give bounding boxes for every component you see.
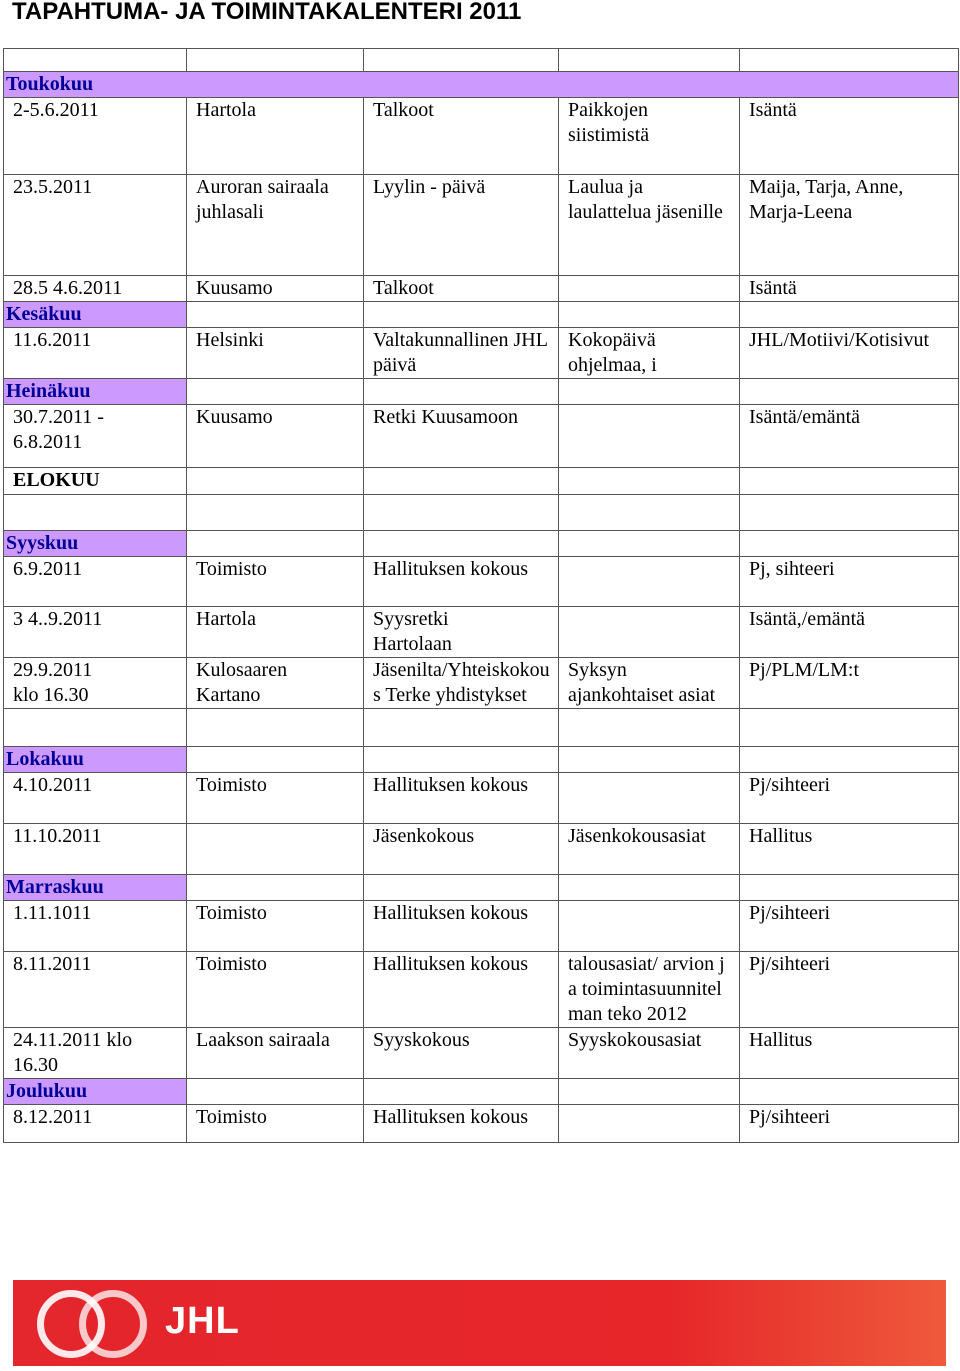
- host-cell: Pj/sihteeri: [740, 1105, 959, 1143]
- event-cell: Talkoot: [364, 276, 559, 302]
- host-cell: Isäntä: [740, 98, 959, 175]
- date-cell: 24.11.2011 klo 16.30: [4, 1028, 187, 1079]
- host-cell: Pj/PLM/LM:t: [740, 658, 959, 709]
- table-row: [4, 658, 959, 709]
- event-cell: Hallituksen kokous: [364, 952, 559, 1028]
- date-cell: 8.12.2011: [4, 1105, 187, 1143]
- event-cell: Jäsenkokous: [364, 824, 559, 875]
- table-row: [4, 98, 959, 175]
- date-cell: 1.11.1011: [4, 901, 187, 952]
- place-cell: Toimisto: [187, 773, 364, 824]
- place-cell: Auroran sairaala juhlasali: [187, 175, 364, 276]
- month-row-syyskuu: [4, 531, 959, 557]
- month-row-joulukuu: [4, 1079, 959, 1105]
- month-row-marraskuu: [4, 875, 959, 901]
- content-cell: Syksyn ajankohtaiset asiat: [559, 658, 740, 709]
- event-cell: Hallituksen kokous: [364, 901, 559, 952]
- date-cell: 11.10.2011: [4, 824, 187, 875]
- host-cell: Hallitus: [740, 1028, 959, 1079]
- content-cell: Paikkojen siistimistä: [559, 98, 740, 175]
- event-cell: Retki Kuusamoon: [364, 405, 559, 468]
- table-row: [4, 952, 959, 1028]
- month-label: Syyskuu: [4, 531, 187, 557]
- place-cell: [187, 824, 364, 875]
- event-calendar-table: [3, 48, 959, 1143]
- content-cell: [559, 1105, 740, 1143]
- month-row-toukokuu: [4, 72, 959, 98]
- date-cell: 2-5.6.2011: [4, 98, 187, 175]
- host-cell: Isäntä/emäntä: [740, 405, 959, 468]
- table-row: [4, 901, 959, 952]
- table-row: [4, 328, 959, 379]
- event-cell: Hallituksen kokous: [364, 773, 559, 824]
- content-cell: [559, 557, 740, 607]
- content-cell: [559, 773, 740, 824]
- table-row: [4, 276, 959, 302]
- date-cell: 23.5.2011: [4, 175, 187, 276]
- month-row-kesakuu: [4, 302, 959, 328]
- host-cell: Isäntä,/emäntä: [740, 607, 959, 658]
- jhl-logo-text: JHL: [165, 1300, 240, 1342]
- month-row-heinakuu: [4, 379, 959, 405]
- content-cell: [559, 276, 740, 302]
- host-cell: Hallitus: [740, 824, 959, 875]
- event-cell: Jäsenilta/Yhteiskokous Terke yhdistykset: [364, 658, 559, 709]
- event-cell: Syysretki Hartolaan: [364, 607, 559, 658]
- content-cell: talousasiat/ arvion ja toimintasuunnitelman teko 2012: [559, 952, 740, 1028]
- place-cell: Toimisto: [187, 1105, 364, 1143]
- event-cell: Hallituksen kokous: [364, 557, 559, 607]
- place-cell: Helsinki: [187, 328, 364, 379]
- date-cell: 30.7.2011 - 6.8.2011: [4, 405, 187, 468]
- date-cell: 28.5 4.6.2011: [4, 276, 187, 302]
- content-cell: [559, 405, 740, 468]
- month-label: ELOKUU: [4, 468, 187, 495]
- place-cell: Kulosaaren Kartano: [187, 658, 364, 709]
- place-cell: Toimisto: [187, 901, 364, 952]
- month-row-lokakuu: [4, 747, 959, 773]
- place-cell: Toimisto: [187, 557, 364, 607]
- content-cell: Kokopäivä ohjelmaa, i: [559, 328, 740, 379]
- place-cell: Hartola: [187, 607, 364, 658]
- content-cell: Laulua ja laulattelua jäsenille: [559, 175, 740, 276]
- table-row: [4, 405, 959, 468]
- month-label: Joulukuu: [4, 1079, 187, 1105]
- content-cell: Jäsenkokousasiat: [559, 824, 740, 875]
- date-cell: 6.9.2011: [4, 557, 187, 607]
- content-cell: [559, 901, 740, 952]
- spacer-row: [4, 709, 959, 747]
- event-cell: Syyskokous: [364, 1028, 559, 1079]
- date-cell: 29.9.2011 klo 16.30: [4, 658, 187, 709]
- event-cell: Hallituksen kokous: [364, 1105, 559, 1143]
- date-cell: 11.6.2011: [4, 328, 187, 379]
- event-cell: Lyylin - päivä: [364, 175, 559, 276]
- table-row: [4, 773, 959, 824]
- event-cell: Valtakunnallinen JHL päivä: [364, 328, 559, 379]
- host-cell: JHL/Motiivi/Kotisivut: [740, 328, 959, 379]
- place-cell: Laakson sairaala: [187, 1028, 364, 1079]
- header-spacer-row: [4, 49, 959, 72]
- table-row: [4, 175, 959, 276]
- table-row: [4, 1028, 959, 1079]
- place-cell: Hartola: [187, 98, 364, 175]
- date-cell: 3 4..9.2011: [4, 607, 187, 658]
- logo-ring-icon: [79, 1290, 147, 1358]
- host-cell: Pj, sihteeri: [740, 557, 959, 607]
- date-cell: 8.11.2011: [4, 952, 187, 1028]
- content-cell: Syyskokousasiat: [559, 1028, 740, 1079]
- event-cell: Talkoot: [364, 98, 559, 175]
- place-cell: Kuusamo: [187, 276, 364, 302]
- month-label: Heinäkuu: [4, 379, 187, 405]
- place-cell: Toimisto: [187, 952, 364, 1028]
- date-cell: 4.10.2011: [4, 773, 187, 824]
- content-cell: [559, 607, 740, 658]
- month-label: Marraskuu: [4, 875, 187, 901]
- table-row: [4, 1105, 959, 1143]
- month-label: Toukokuu: [4, 72, 959, 98]
- place-cell: Kuusamo: [187, 405, 364, 468]
- table-row: [4, 557, 959, 607]
- month-label: Lokakuu: [4, 747, 187, 773]
- host-cell: Maija, Tarja, Anne, Marja-Leena: [740, 175, 959, 276]
- table-row: [4, 824, 959, 875]
- host-cell: Pj/sihteeri: [740, 773, 959, 824]
- table-row: [4, 607, 959, 658]
- month-row-elokuu: [4, 468, 959, 495]
- page-title: TAPAHTUMA- JA TOIMINTAKALENTERI 2011: [12, 0, 522, 25]
- month-label: Kesäkuu: [4, 302, 187, 328]
- jhl-footer-banner: [13, 1280, 946, 1366]
- spacer-row: [4, 495, 959, 531]
- host-cell: Pj/sihteeri: [740, 901, 959, 952]
- host-cell: Isäntä: [740, 276, 959, 302]
- host-cell: Pj/sihteeri: [740, 952, 959, 1028]
